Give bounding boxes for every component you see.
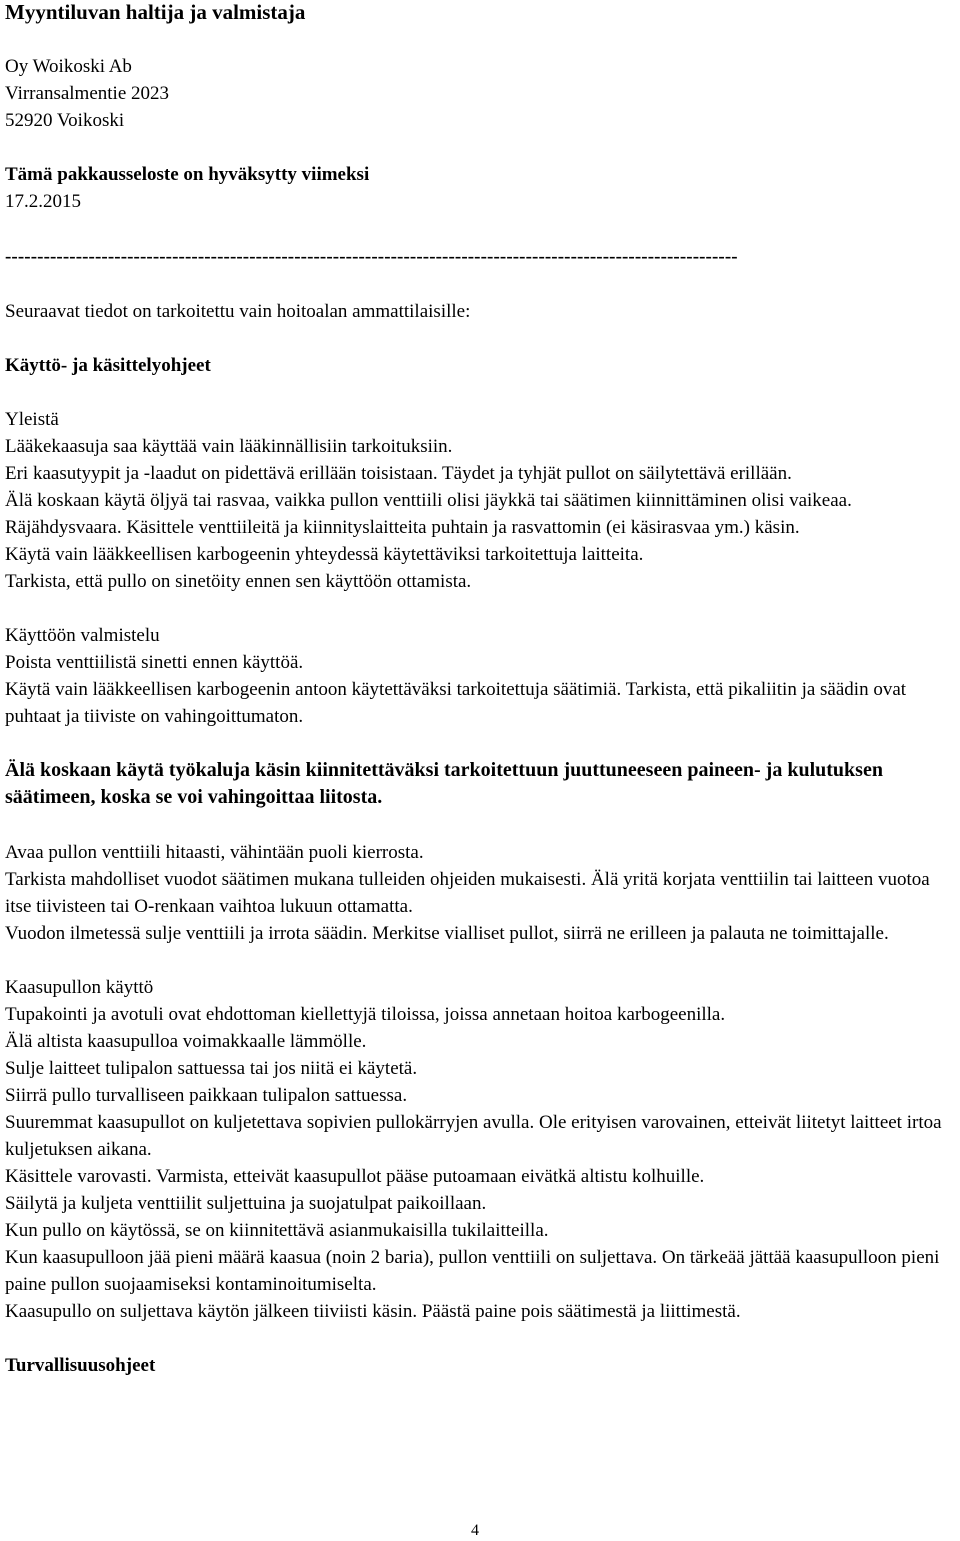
safety-heading: Turvallisuusohjeet (5, 1355, 156, 1376)
section-title-holder: Myyntiluvan haltija ja valmistaja (5, 0, 306, 24)
preparation-after-line: Tarkista mahdolliset vuodot säätimen mukana tulleiden ohjeiden mukaisesti. Älä yritä korjata venttiilin tai laitteen vuotoa itse tiivisteen tai O-renkaan vaihtoa lukuun ottamatta. (5, 869, 930, 917)
cylinder-use-line: Käsittele varovasti. Varmista, etteivät kaasupullot pääse putoamaan eivätkä altistu kolhuille. (5, 1166, 705, 1187)
preparation-line: Poista venttiilistä sinetti ennen käyttöä. (5, 652, 304, 673)
company-name: Oy Woikoski Ab (5, 56, 132, 77)
preparation-heading: Käyttöön valmistelu (5, 625, 160, 646)
cylinder-use-heading: Kaasupullon käyttö (5, 977, 154, 998)
cylinder-use-line: Kun pullo on käytössä, se on kiinnitettävä asianmukaisilla tukilaitteilla. (5, 1220, 549, 1241)
approved-date: 17.2.2015 (5, 191, 81, 212)
approved-label: Tämä pakkausseloste on hyväksytty viimeksi (5, 164, 370, 185)
general-heading: Yleistä (5, 409, 59, 430)
professionals-intro: Seuraavat tiedot on tarkoitettu vain hoitoalan ammattilaisille: (5, 301, 471, 322)
preparation-after-line: Avaa pullon venttiili hitaasti, vähintään puoli kierrosta. (5, 842, 424, 863)
document-page (5, 0, 955, 1379)
tool-warning: Älä koskaan käytä työkaluja käsin kiinnitettäväksi tarkoitettuun juuttuneeseen paineen- ja kulutuksen säätimeen, koska se voi vahingoittaa liitosta. (5, 759, 883, 808)
handling-heading: Käyttö- ja käsittelyohjeet (5, 355, 211, 376)
general-line: Tarkista, että pullo on sinetöity ennen sen käyttöön ottamista. (5, 571, 472, 592)
cylinder-use-line: Siirrä pullo turvalliseen paikkaan tulipalon sattuessa. (5, 1085, 408, 1106)
cylinder-use-line: Kaasupullo on suljettava käytön jälkeen tiiviisti käsin. Päästä paine pois säätimestä ja liittimestä. (5, 1301, 741, 1322)
cylinder-use-line: Säilytä ja kuljeta venttiilit suljettuina ja suojatulpat paikoillaan. (5, 1193, 487, 1214)
page-number: 4 (471, 1522, 479, 1539)
general-line: Käytä vain lääkkeellisen karbogeenin yhteydessä käytettäviksi tarkoitettuja laitteita. (5, 544, 644, 565)
cylinder-use-line: Suuremmat kaasupullot on kuljetettava sopivien pullokärryjen avulla. Ole erityisen varovainen, etteivät liitetyt laitteet irtoa kuljetuksen aikana. (5, 1112, 942, 1160)
general-line: Eri kaasutyypit ja -laadut on pidettävä erillään toisistaan. Täydet ja tyhjät pullot on säilytettävä erillään. (5, 463, 792, 484)
cylinder-use-line: Älä altista kaasupulloa voimakkaalle lämmölle. (5, 1031, 367, 1052)
postal-city: 52920 Voikoski (5, 110, 125, 131)
preparation-line: Käytä vain lääkkeellisen karbogeenin antoon käytettäväksi tarkoitettuja säätimiä. Tarkista, että pikaliitin ja säädin ovat puhtaat ja tiiviste on vahingoittumaton. (5, 679, 907, 727)
general-line: Älä koskaan käytä öljyä tai rasvaa, vaikka pullon venttiili olisi jäykkä tai säätimen kiinnittäminen olisi vaikeaa. Räjähdysvaara. Käsittele venttiileitä ja kiinnityslaitteita puhtain ja rasvattomin (ei käsirasvaa ym.) käsin. (5, 490, 852, 538)
cylinder-use-line: Kun kaasupulloon jää pieni määrä kaasua (noin 2 baria), pullon venttiili on suljettava. On tärkeää jättää kaasupulloon pieni paine pullon suojaamiseksi kontaminoitumiselta. (5, 1247, 940, 1295)
preparation-after-line: Vuodon ilmetessä sulje venttiili ja irrota säädin. Merkitse vialliset pullot, siirrä ne erilleen ja palauta ne toimittajalle. (5, 923, 889, 944)
section-divider: ------------------------------------------------------------------------------------------------------------------ (5, 246, 738, 267)
cylinder-use-line: Tupakointi ja avotuli ovat ehdottoman kiellettyjä tiloissa, joissa annetaan hoitoa karbogeenilla. (5, 1004, 726, 1025)
general-line: Lääkekaasuja saa käyttää vain lääkinnällisiin tarkoituksiin. (5, 436, 453, 457)
street-address: Virransalmentie 2023 (5, 83, 170, 104)
cylinder-use-line: Sulje laitteet tulipalon sattuessa tai jos niitä ei käytetä. (5, 1058, 418, 1079)
